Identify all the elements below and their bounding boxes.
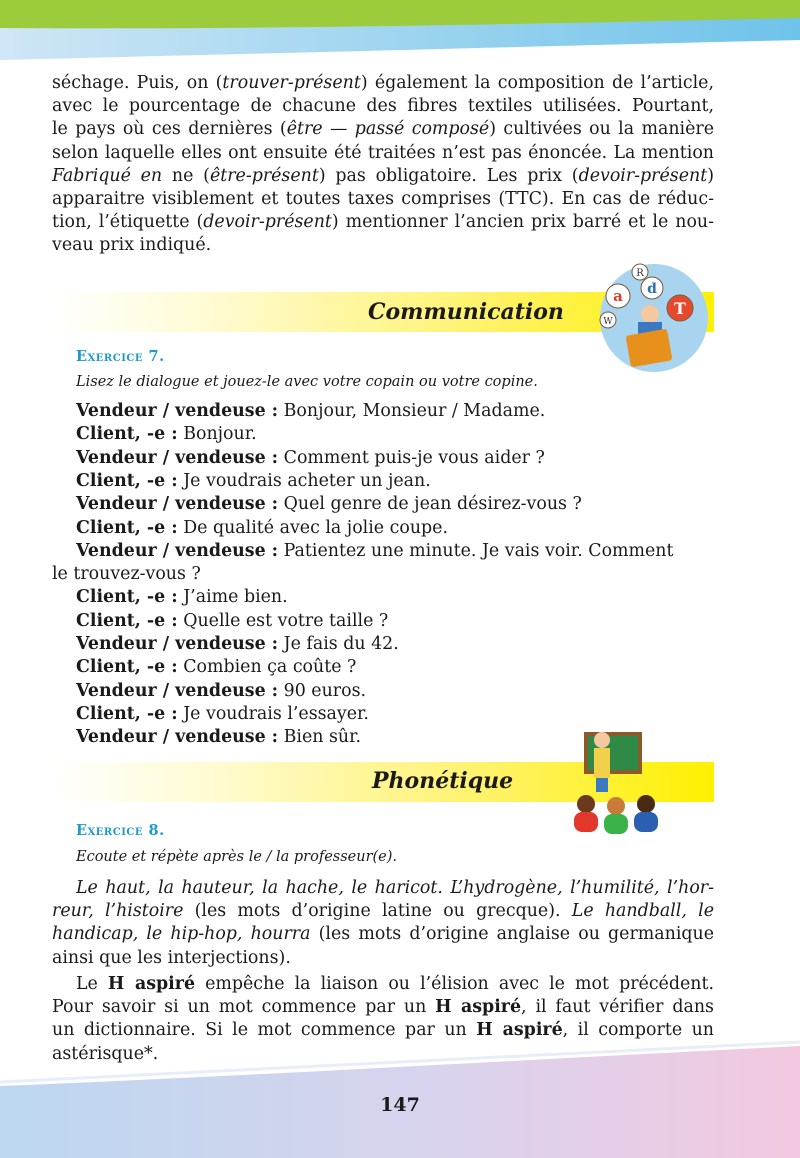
text-line	[52, 165, 714, 188]
dialogue-continuation: le trouvez-vous ?	[52, 564, 201, 585]
text-segment: ) pas obligatoire. Les prix (	[318, 165, 579, 186]
dialogue-text: Je voudrais acheter un jean.	[177, 470, 431, 491]
text-line	[52, 95, 714, 118]
example-words: Le handball, le	[571, 901, 714, 922]
communication-illustration	[594, 262, 714, 374]
text-segment: avec le pourcentage de chacune des fibres textiles utilisées. Pourtant,	[52, 96, 714, 117]
text-line	[52, 211, 714, 234]
speaker-label: Vendeur / vendeuse :	[76, 401, 279, 421]
verb-hint: être — passé composé	[286, 119, 490, 140]
dialogue-text: Je voudrais l’essayer.	[177, 703, 369, 724]
text-segment: le pays où ces dernières (	[52, 119, 287, 140]
text-segment: ainsi que les interjections).	[52, 947, 291, 968]
phonetique-paragraph-1	[52, 877, 714, 970]
dialogue-line	[76, 726, 361, 749]
exercise-8-instruction: Ecoute et répète après le / la professeur(e).	[76, 849, 398, 865]
text-segment: ne (	[162, 165, 210, 186]
speaker-label: Vendeur / vendeuse :	[76, 634, 279, 654]
verb-hint: trouver-présent	[222, 73, 361, 93]
text-segment: ) mentionner l’ancien prix barré et le nou-	[331, 212, 714, 233]
text-segment: séchage. Puis, on (	[52, 73, 223, 93]
dialogue-line	[76, 703, 369, 726]
text-line	[52, 1043, 714, 1066]
text-segment: , il faut vérifier dans	[521, 997, 714, 1018]
text-line	[52, 188, 714, 211]
dialogue-text: Comment puis-je vous aider ?	[278, 447, 545, 468]
dialogue-text: Bien sûr.	[278, 727, 362, 748]
dialogue-line	[76, 610, 388, 633]
dialogue-line	[76, 400, 545, 423]
dialogue-text: De qualité avec la jolie coupe.	[177, 517, 448, 538]
dialogue-line	[76, 680, 366, 703]
dialogue-line	[76, 517, 448, 540]
speaker-label: Vendeur / vendeuse :	[76, 447, 279, 468]
svg-text:T: T	[674, 299, 686, 318]
text-segment: (les mots d’origine anglaise ou germanique	[310, 924, 715, 945]
dialogue-text: Quelle est votre taille ?	[177, 610, 389, 631]
text-segment: un dictionnaire. Si le mot commence par un	[52, 1020, 477, 1041]
dialogue-text: Bonjour, Monsieur / Madame.	[278, 401, 546, 421]
dialogue-line	[76, 656, 356, 679]
top-decorative-band	[0, 0, 800, 60]
speaker-label: Client, -e :	[76, 424, 178, 445]
dialogue-text: Combien ça coûte ?	[177, 657, 357, 678]
text-segment: )	[707, 165, 714, 186]
dialogue-text: J’aime bien.	[177, 587, 288, 608]
dialogue-line	[76, 423, 257, 446]
speaker-label: Vendeur / vendeuse :	[76, 494, 279, 515]
text-line	[52, 1019, 714, 1042]
dialogue-line	[76, 470, 431, 493]
dialogue-text: Patientez une minute. Je vais voir. Comment	[278, 540, 674, 561]
dialogue-line	[76, 586, 288, 609]
text-line	[52, 234, 714, 257]
text-line	[52, 947, 714, 970]
dialogue-text: Quel genre de jean désirez-vous ?	[278, 494, 582, 515]
svg-text:R: R	[636, 268, 644, 279]
text-segment: (les mots d’origine latine ou grecque).	[183, 901, 572, 922]
exercise-7-title: Exercice 7.	[76, 348, 165, 365]
text-segment: astérisque*.	[52, 1043, 159, 1064]
example-words: reur, l’histoire	[52, 901, 184, 922]
text-segment: empêche la liaison ou l’élision avec le mot précédent.	[195, 974, 714, 994]
dialogue-line	[76, 447, 545, 470]
text-line	[52, 118, 714, 141]
verb-hint: être-présent	[209, 165, 319, 186]
verb-hint: devoir-présent	[578, 165, 708, 186]
text-segment: , il comporte un	[562, 1020, 714, 1041]
speaker-label: Client, -e :	[76, 610, 178, 631]
text-line	[52, 900, 714, 923]
top-paragraph	[52, 72, 714, 258]
verb-hint: Fabriqué en	[52, 165, 163, 186]
speaker-label: Client, -e :	[76, 703, 178, 724]
text-line	[52, 877, 714, 900]
speaker-label: Client, -e :	[76, 470, 178, 491]
exercise-7-instruction: Lisez le dialogue et jouez-le avec votre copain ou votre copine.	[76, 374, 538, 390]
text-line	[52, 996, 714, 1019]
dialogue-text: Je fais du 42.	[278, 634, 399, 654]
bold-term: H aspiré	[107, 974, 196, 994]
svg-text:a: a	[613, 287, 623, 305]
text-segment: tion, l’étiquette (	[52, 212, 204, 233]
communication-title: Communication	[368, 299, 564, 325]
text-segment: ) cultivées ou la manière	[489, 119, 714, 140]
text-segment: apparaitre visiblement et toutes taxes comprises (TTC). En cas de réduc-	[52, 189, 714, 210]
verb-hint: devoir-présent	[203, 212, 332, 233]
page-number: 147	[380, 1094, 420, 1116]
text-segment: ) également la composition de l’article,	[360, 73, 714, 93]
exercise-8-title: Exercice 8.	[76, 822, 165, 839]
speaker-label: Client, -e :	[76, 657, 178, 678]
text-segment: Le	[76, 974, 108, 994]
text-segment: veau prix indiqué.	[52, 235, 212, 256]
dialogue-line	[76, 633, 399, 656]
speaker-label: Vendeur / vendeuse :	[76, 727, 279, 748]
speaker-label: Vendeur / vendeuse :	[76, 680, 279, 701]
classroom-illustration	[572, 732, 662, 836]
dialogue-text: Bonjour.	[177, 424, 257, 445]
speaker-label: Client, -e :	[76, 587, 178, 608]
text-line	[52, 973, 714, 996]
example-words: handicap, le hip-hop, hourra	[52, 924, 311, 945]
teacher-icon	[594, 732, 610, 792]
dialogue-text: 90 euros.	[278, 680, 367, 701]
bold-term: H aspiré	[435, 997, 522, 1018]
speaker-label: Client, -e :	[76, 517, 178, 538]
text-line	[52, 923, 714, 946]
phonetique-title: Phonétique	[372, 768, 514, 794]
text-segment: Pour savoir si un mot commence par un	[52, 997, 436, 1018]
dialogue-line	[76, 540, 674, 563]
dialogue-line	[76, 493, 582, 516]
speaker-label: Vendeur / vendeuse :	[76, 540, 279, 561]
svg-text:W: W	[603, 317, 613, 327]
svg-text:d: d	[647, 281, 657, 297]
example-words: Le haut, la hauteur, la hache, le haricot. L’hydrogène, l’humilité, l’hor-	[76, 878, 714, 898]
text-segment: selon laquelle elles ont ensuite été traitées n’est pas énoncée. La mention	[52, 142, 714, 163]
text-line	[52, 142, 714, 165]
text-line	[52, 72, 714, 95]
bold-term: H aspiré	[476, 1020, 563, 1041]
phonetique-paragraph-2	[52, 973, 714, 1066]
students-icon	[574, 795, 658, 834]
